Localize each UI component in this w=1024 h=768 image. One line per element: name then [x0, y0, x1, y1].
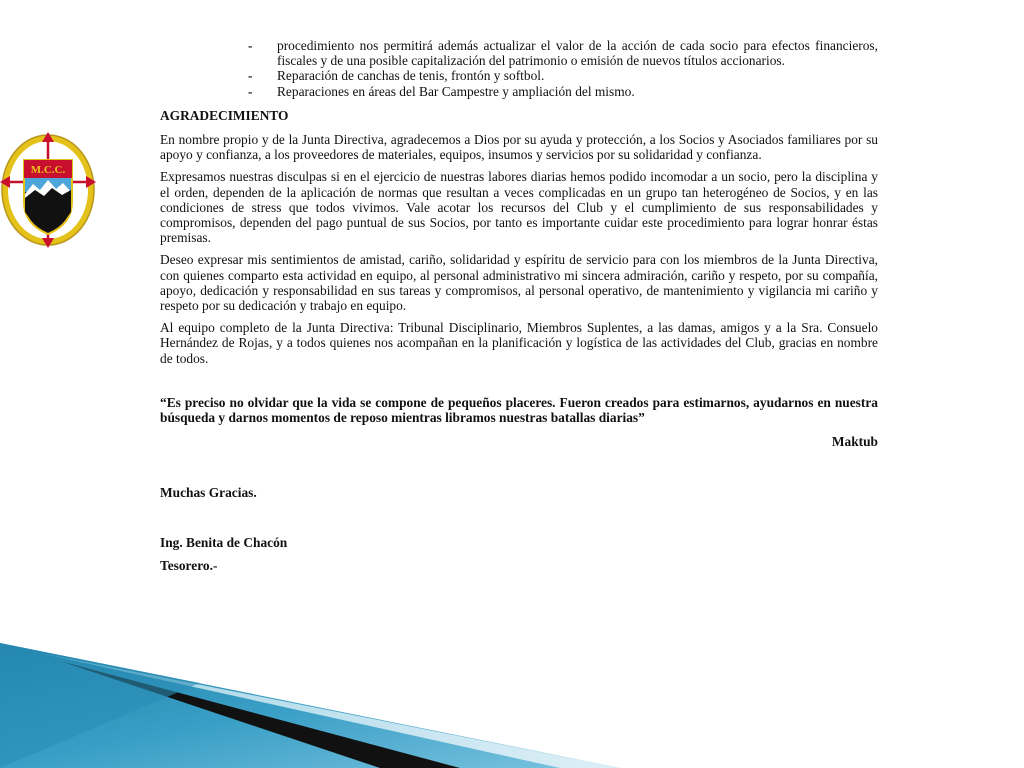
crest-initials: M.C.C. [30, 164, 66, 176]
bullet-list [160, 38, 878, 99]
signer-name: Ing. Benita de Chacón [160, 534, 288, 550]
paragraph: Al equipo completo de la Junta Directiva: Tribunal Disciplinario, Miembros Suplentes, a las damas, amigos y a la Sra. Consuelo Hernández de Rojas, y a todos quienes nos acompañan en la planificación y logística de las actividades del Club, gracias en nombre de todos. [160, 320, 878, 366]
section-heading: AGRADECIMIENTO [160, 107, 289, 123]
signer-title: Tesorero.- [160, 557, 218, 573]
bullet-item: - procedimiento nos permitirá además actualizar el valor de la acción de cada socio para efectos financieros, fiscales y de una posible capitalización del patrimonio o emisión de nuevos títulos accionarios. [248, 38, 878, 68]
document-body [160, 38, 878, 573]
bullet-item: - Reparaciones en áreas del Bar Campestre y ampliación del mismo. [248, 84, 878, 99]
paragraph: En nombre propio y de la Junta Directiva, agradecemos a Dios por su ayuda y protección, a los Socios y Asociados familiares por su apoyo y confianza, a los proveedores de materiales, equipos, insumos y servicios por su solidaridad y confianza. [160, 132, 878, 163]
paragraph: Deseo expresar mis sentimientos de amistad, cariño, solidaridad y espíritu de servicio para con los miembros de la Junta Directiva, con quienes comparto esta actividad en equipo, al personal administrativo mi sincera admiración, cariño y respeto, por su compañía, apoyo, dedicación y responsabilidad en sus tareas y compromisos, al personal operativo, de mantenimiento y vigilancia mi cariño y respeto por su dedicación y trabajo en equipo. [160, 252, 878, 314]
bullet-item: - Reparación de canchas de tenis, frontón y softbol. [248, 68, 878, 83]
quote: “Es preciso no olvidar que la vida se compone de pequeños placeres. Fueron creados para estimarnos, ayudarnos en nuestra búsqueda y darnos momentos de reposo mientras libramos nuestras batallas diarias” [160, 394, 878, 426]
quote-author: Maktub [831, 434, 878, 450]
closing-text: Muchas Gracias. [160, 485, 257, 501]
club-crest-logo [0, 132, 96, 248]
paragraph: Expresamos nuestras disculpas si en el ejercicio de nuestras labores diarias hemos podido incomodar a un socio, pero la disciplina y el orden, dependen de la aplicación de normas que resultan a veces complicadas en un grupo tan heterogéneo de Socios, y en las condiciones de stress que todos vivimos. Vale acotar los recursos del Club y el cumplimiento de sus responsabilidades y compromisos, dependen del pago puntual de sus Socios, por tanto es importante cuidar este procedimiento para lograr honrar éstas premisas. [160, 169, 878, 246]
decorative-wedge [0, 643, 620, 768]
